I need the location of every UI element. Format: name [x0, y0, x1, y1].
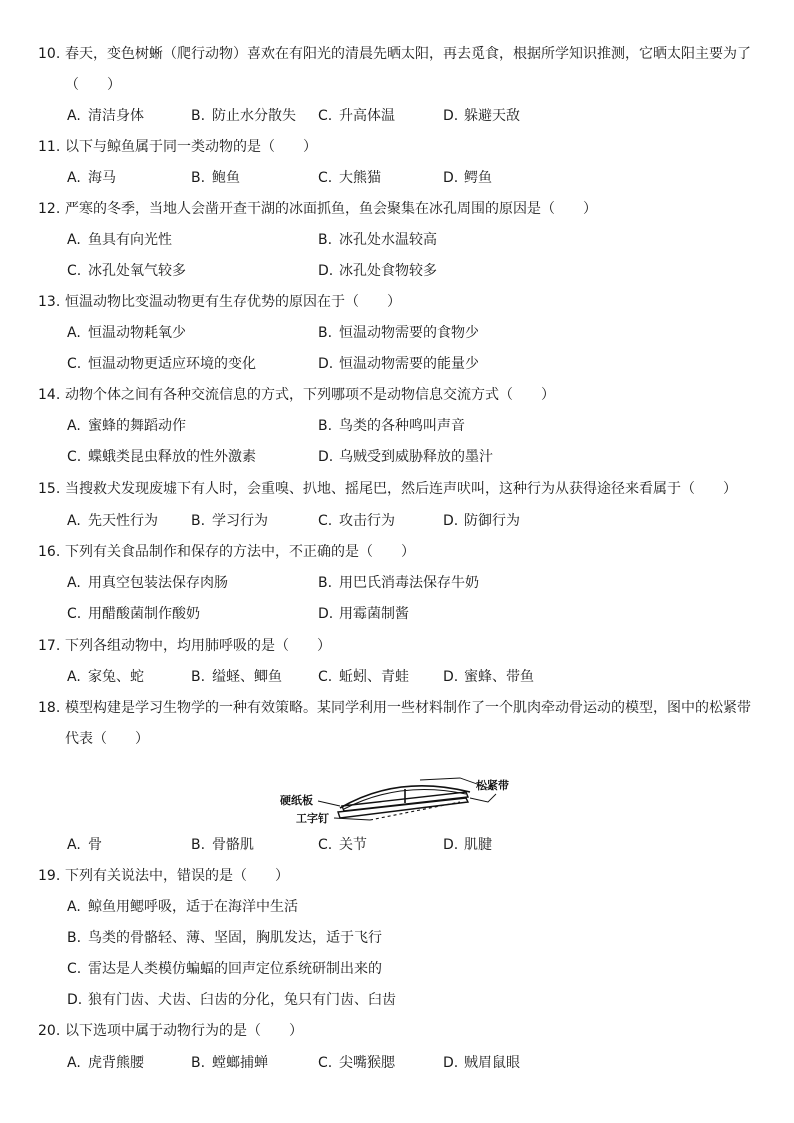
- option-b[interactable]: B. 恒温动物需要的食物少: [318, 325, 479, 341]
- option-b[interactable]: B. 防止水分散失: [191, 108, 296, 124]
- band-pointer-bottom: [470, 794, 496, 802]
- option-b[interactable]: B. 鸟类的骨骼轻、薄、坚固，胸肌发达，适于飞行: [67, 930, 382, 946]
- question-stem: 模型构建是学习生物学的一种有效策略。某同学利用一些材料制作了一个肌肉牵动骨运动的模型，图中的松紧带: [65, 700, 751, 716]
- question-number: 17.: [38, 638, 61, 654]
- answer-blank: （ ）: [65, 77, 121, 93]
- option-d[interactable]: D. 狼有门齿、犬齿、臼齿的分化，兔只有门齿、臼齿: [67, 992, 396, 1008]
- option-d[interactable]: D. 肌腱: [443, 837, 492, 853]
- option-d[interactable]: D. 鳄鱼: [443, 170, 492, 186]
- question-stem: 以下选项中属于动物行为的是（ ）: [65, 1023, 303, 1039]
- option-c[interactable]: C. 升高体温: [318, 108, 395, 124]
- question-number: 19.: [38, 868, 61, 884]
- option-b[interactable]: B. 缢蛏、鲫鱼: [191, 669, 282, 685]
- option-b[interactable]: B. 鸟类的各种鸣叫声音: [318, 418, 465, 434]
- option-b[interactable]: B. 学习行为: [191, 513, 268, 529]
- label-pin: 工字钉: [296, 812, 329, 825]
- option-d[interactable]: D. 贼眉鼠眼: [443, 1055, 520, 1071]
- option-b[interactable]: B. 骨骼肌: [191, 837, 254, 853]
- question-number: 13.: [38, 294, 61, 310]
- option-d[interactable]: D. 乌贼受到威胁释放的墨汁: [318, 449, 493, 465]
- option-a[interactable]: A. 骨: [67, 837, 102, 853]
- pin-label-pointer: [334, 818, 370, 820]
- question-number: 18.: [38, 700, 61, 716]
- question-stem: 下列各组动物中，均用肺呼吸的是（ ）: [65, 638, 331, 654]
- question-number: 15.: [38, 481, 61, 497]
- option-c[interactable]: C. 尖嘴猴腮: [318, 1055, 395, 1071]
- option-c[interactable]: C. 攻击行为: [318, 513, 395, 529]
- option-b[interactable]: B. 冰孔处水温较高: [318, 232, 437, 248]
- option-c[interactable]: C. 大熊猫: [318, 170, 381, 186]
- option-c[interactable]: C. 恒温动物更适应环境的变化: [67, 356, 256, 372]
- option-a[interactable]: A. 鲸鱼用鳃呼吸，适于在海洋中生活: [67, 899, 298, 915]
- option-a[interactable]: A. 虎背熊腰: [67, 1055, 144, 1071]
- option-d[interactable]: D. 躲避天敌: [443, 108, 520, 124]
- question-stem: 以下与鲸鱼属于同一类动物的是（ ）: [65, 139, 317, 155]
- option-d[interactable]: D. 防御行为: [443, 513, 520, 529]
- question-stem: 动物个体之间有各种交流信息的方式，下列哪项不是动物信息交流方式（ ）: [65, 387, 555, 403]
- muscle-model-figure: [270, 776, 530, 832]
- option-c[interactable]: C. 雷达是人类模仿蝙蝠的回声定位系统研制出来的: [67, 961, 382, 977]
- option-a[interactable]: A. 恒温动物耗氧少: [67, 325, 186, 341]
- option-c[interactable]: C. 冰孔处氧气较多: [67, 263, 186, 279]
- option-b[interactable]: B. 鲍鱼: [191, 170, 240, 186]
- option-d[interactable]: D. 恒温动物需要的能量少: [318, 356, 479, 372]
- question-number: 16.: [38, 544, 61, 560]
- option-d[interactable]: D. 蜜蜂、带鱼: [443, 669, 534, 685]
- question-number: 14.: [38, 387, 61, 403]
- option-c[interactable]: C. 蝶蛾类昆虫释放的性外激素: [67, 449, 256, 465]
- question-stem: 当搜救犬发现废墟下有人时，会重嗅、扒地、摇尾巴，然后连声吠叫，这种行为从获得途径来看属于（ ）: [65, 481, 737, 497]
- question-stem: 下列有关说法中，错误的是（ ）: [65, 868, 289, 884]
- board-pointer: [318, 801, 340, 806]
- label-cardboard: 硬纸板: [280, 794, 313, 807]
- option-a[interactable]: A. 先天性行为: [67, 513, 158, 529]
- option-d[interactable]: D. 用霉菌制酱: [318, 606, 409, 622]
- option-a[interactable]: A. 鱼具有向光性: [67, 232, 172, 248]
- option-a[interactable]: A. 海马: [67, 170, 116, 186]
- question-stem: 春天，变色树蜥（爬行动物）喜欢在有阳光的清晨先晒太阳，再去觅食，根据所学知识推测，它晒太阳主要为了: [65, 46, 751, 62]
- option-a[interactable]: A. 用真空包装法保存肉肠: [67, 575, 228, 591]
- question-number: 12.: [38, 201, 61, 217]
- option-c[interactable]: C. 蚯蚓、青蛙: [318, 669, 409, 685]
- option-a[interactable]: A. 家兔、蛇: [67, 669, 144, 685]
- question-stem: 严寒的冬季，当地人会凿开查干湖的冰面抓鱼，鱼会聚集在冰孔周围的原因是（ ）: [65, 201, 597, 217]
- question-number: 20.: [38, 1023, 61, 1039]
- question-number: 10.: [38, 46, 61, 62]
- option-b[interactable]: B. 用巴氏消毒法保存牛奶: [318, 575, 479, 591]
- option-d[interactable]: D. 冰孔处食物较多: [318, 263, 437, 279]
- question-number: 11.: [38, 139, 61, 155]
- question-stem: 恒温动物比变温动物更有生存优势的原因在于（ ）: [65, 294, 401, 310]
- option-a[interactable]: A. 蜜蜂的舞蹈动作: [67, 418, 186, 434]
- option-b[interactable]: B. 螳螂捕蝉: [191, 1055, 268, 1071]
- option-c[interactable]: C. 用醋酸菌制作酸奶: [67, 606, 200, 622]
- option-c[interactable]: C. 关节: [318, 837, 367, 853]
- label-elastic-band: 松紧带: [476, 779, 509, 792]
- question-stem: 下列有关食品制作和保存的方法中，不正确的是（ ）: [65, 544, 415, 560]
- option-a[interactable]: A. 清洁身体: [67, 108, 144, 124]
- question-stem-cont: 代表（ ）: [65, 731, 149, 747]
